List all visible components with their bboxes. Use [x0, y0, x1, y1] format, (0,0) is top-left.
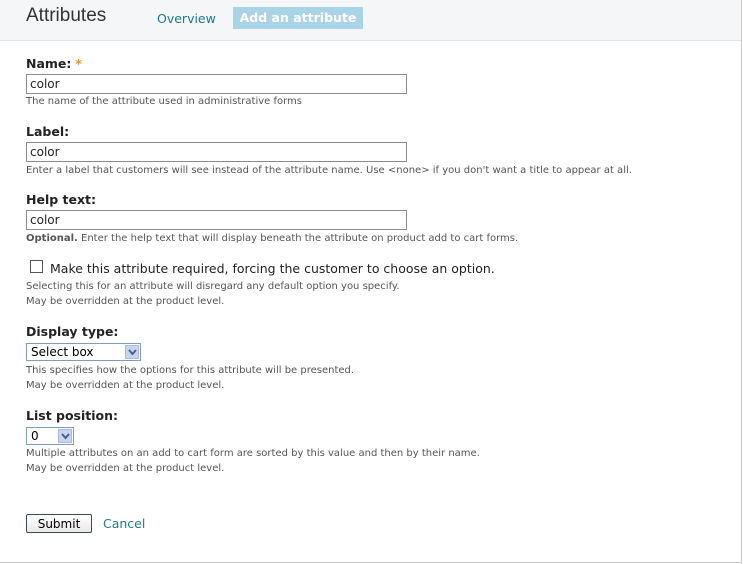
label-label: Label: — [26, 124, 70, 139]
list-position-label: List position: — [26, 408, 119, 423]
required-checkbox-label[interactable]: Make this attribute required, forcing the customer to choose an option. — [50, 261, 495, 276]
optional-tag: Optional. — [26, 233, 78, 244]
page-title: Attributes — [26, 5, 107, 26]
list-position-selected: 0 — [31, 429, 39, 443]
tab-add-an-attribute[interactable]: Add an attribute — [233, 7, 363, 29]
help-text-label: Help text: — [26, 192, 97, 207]
list-position-description-1: Multiple attributes on an add to cart form are sorted by this value and then by their name. — [26, 448, 480, 459]
label-description: Enter a label that customers will see instead of the attribute name. Use <none> if you don't want a title to appear at all. — [26, 165, 632, 176]
help-text-description-text: Enter the help text that will display beneath the attribute on product add to cart forms. — [77, 233, 519, 244]
page-header — [0, 0, 741, 41]
help-text-field[interactable] — [26, 210, 407, 230]
submit-button[interactable]: Submit — [26, 514, 92, 533]
display-type-description-1: This specifies how the options for this attribute will be presented. — [26, 365, 355, 376]
display-type-label: Display type: — [26, 324, 119, 339]
tab-overview[interactable]: Overview — [157, 11, 216, 26]
name-label — [26, 56, 82, 71]
chevron-down-icon — [125, 345, 139, 359]
cancel-link[interactable]: Cancel — [103, 516, 146, 531]
label-field[interactable] — [26, 142, 407, 162]
list-position-description-2: May be overridden at the product level. — [26, 463, 225, 474]
required-checkbox[interactable] — [30, 260, 43, 273]
name-label-text: Name: — [26, 56, 72, 71]
required-marker: * — [75, 56, 82, 71]
required-description-2: May be overridden at the product level. — [26, 296, 225, 307]
list-position-select[interactable] — [26, 427, 74, 445]
name-description: The name of the attribute used in administrative forms — [26, 96, 302, 107]
display-type-description-2: May be overridden at the product level. — [26, 380, 225, 391]
required-description-1: Selecting this for an attribute will disregard any default option you specify. — [26, 281, 400, 292]
display-type-select[interactable] — [26, 343, 141, 361]
help-text-description — [26, 231, 518, 246]
chevron-down-icon — [58, 429, 72, 443]
name-field[interactable] — [26, 74, 407, 94]
display-type-selected: Select box — [31, 345, 94, 359]
